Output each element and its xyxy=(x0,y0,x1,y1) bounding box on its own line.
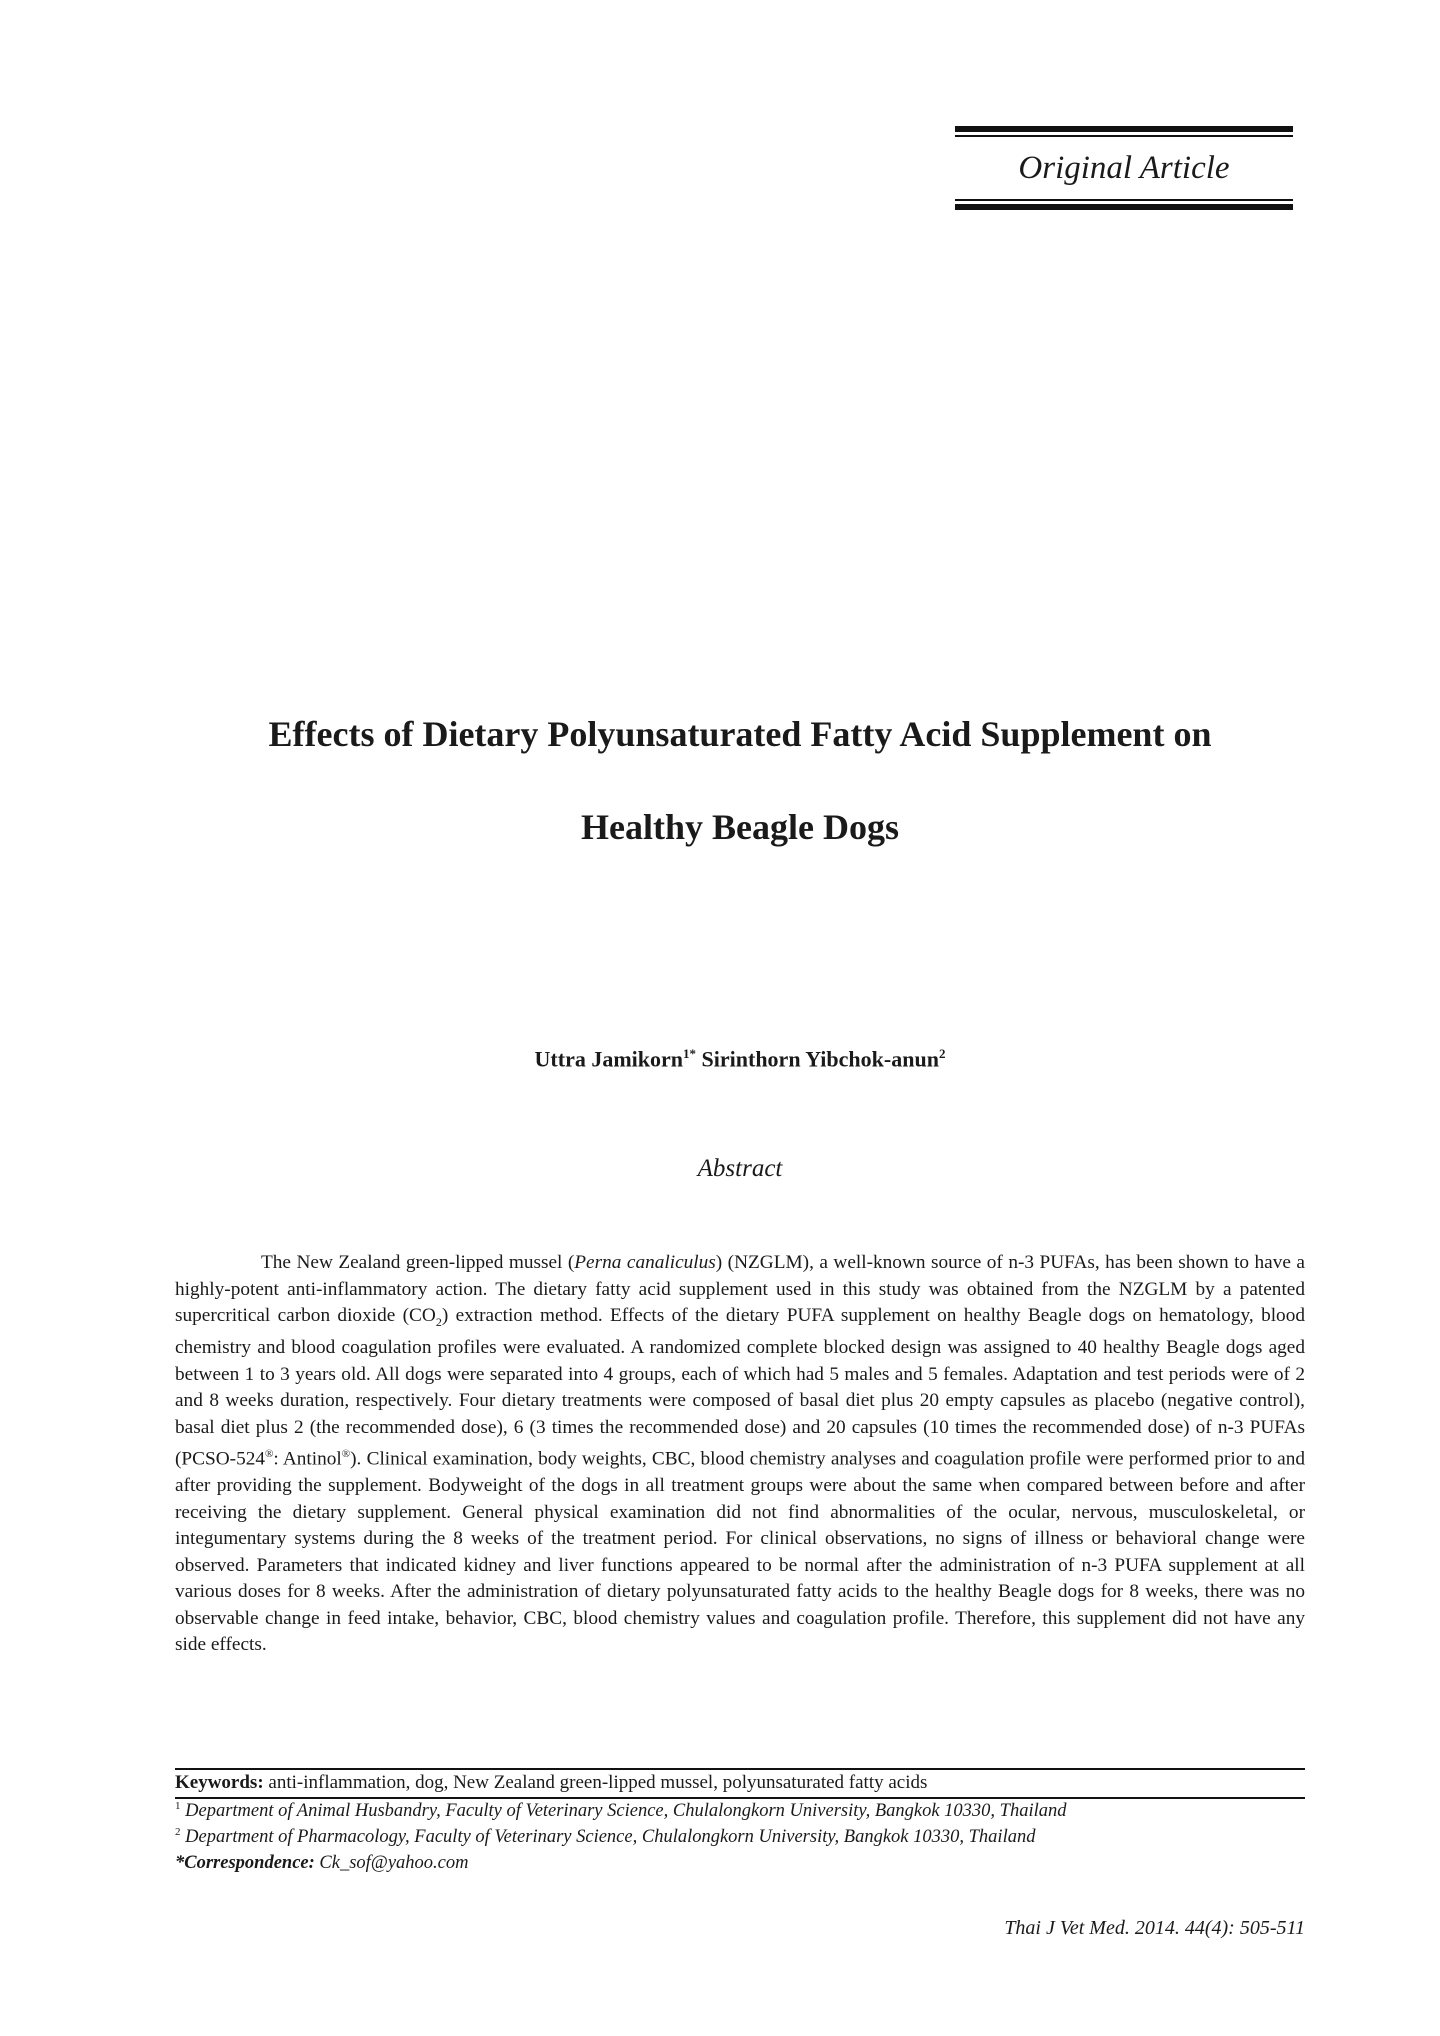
registered-mark: ® xyxy=(265,1448,274,1461)
keywords-rule-bottom xyxy=(175,1797,1305,1799)
paper-title-line-1: Effects of Dietary Polyunsaturated Fatty Acid Supplement on xyxy=(268,714,1212,754)
abstract-text: : Antinol xyxy=(273,1448,342,1470)
paper-title-line-2: Healthy Beagle Dogs xyxy=(581,807,899,847)
footnote-text: Department of Pharmacology, Faculty of Veterinary Science, Chulalongkorn University, Bangkok 10330, Thailand xyxy=(180,1827,1036,1848)
correspondence-label: *Correspondence: xyxy=(175,1853,315,1873)
registered-mark: ® xyxy=(341,1448,351,1461)
abstract-text: The New Zealand green-lipped mussel ( xyxy=(261,1252,575,1273)
article-type-label: Original Article xyxy=(1018,150,1230,186)
footnote-mark: 1 xyxy=(175,1800,181,1812)
header-rule-bottom-thin xyxy=(955,199,1293,201)
subscript: 2 xyxy=(435,1314,442,1329)
header-rule-bottom-thick xyxy=(955,204,1293,210)
header-rule-top-thick xyxy=(955,126,1293,132)
footnote-mark: 2 xyxy=(175,1826,181,1838)
abstract-text: ) (NZGLM), a well-known source of n-3 PUFAs, has been shown to have a highly-potent anti-inflammatory action. The dietary fatty acid supplement used in this study was obtained from the NZGLM by a patented supercritical carbon dioxide (CO xyxy=(175,1252,1305,1326)
journal-citation: Thai J Vet Med. 2014. 44(4): 505-511 xyxy=(1004,1917,1305,1939)
footnote-text: Department of Animal Husbandry, Faculty of Veterinary Science, Chulalongkorn University, Bangkok 10330, Thailand xyxy=(180,1801,1067,1822)
species-name: Perna canaliculus xyxy=(574,1252,716,1273)
correspondence-email: Ck_sof@yahoo.com xyxy=(314,1853,469,1873)
author-affiliation-mark: 1* xyxy=(683,1046,697,1061)
author-list xyxy=(120,1046,1360,1072)
keywords xyxy=(175,1772,1305,1794)
abstract-text: ). Clinical examination, body weights, CBC, blood chemistry analyses and coagulation profile were performed prior to and after providing the supplement. Bodyweight of the dogs in all treatment groups were about the same when compared between before and after receiving the dietary supplement. General physical examination did not find abnormalities of the ocular, nervous, musculoskeletal, or integumentary systems during the 8 weeks of the treatment period. For clinical observations, no signs of illness or behavioral change were observed. Parameters that indicated kidney and liver functions appeared to be normal after the administration of n-3 PUFA supplement at all various doses for 8 weeks. After the administration of dietary polyunsaturated fatty acids to the healthy Beagle dogs for 8 weeks, there was no observable change in feed intake, behavior, CBC, blood chemistry values and coagulation profile. Therefore, this supplement did not have any side effects. xyxy=(175,1448,1305,1656)
keywords-label: Keywords: xyxy=(175,1772,264,1793)
author-name: Sirinthorn Yibchok-anun xyxy=(701,1046,939,1072)
keywords-text: anti-inflammation, dog, New Zealand green-lipped mussel, polyunsaturated fatty acids xyxy=(263,1772,928,1793)
abstract-body xyxy=(175,1250,1305,1659)
keywords-rule-top xyxy=(175,1768,1305,1770)
author-affiliation-mark: 2 xyxy=(938,1046,946,1061)
footnote-affiliation-2 xyxy=(175,1826,1305,1848)
article-type-block xyxy=(955,126,1293,210)
abstract-heading: Abstract xyxy=(697,1155,783,1182)
abstract-text: ) extraction method. Effects of the dietary PUFA supplement on healthy Beagle dogs on hematology, blood chemistry and blood coagulation profiles were evaluated. A randomized complete blocked design was assigned to 40 healthy Beagle dogs aged between 1 to 3 years old. All dogs were separated into 4 groups, each of which had 5 males and 5 females. Adaptation and test periods were of 2 and 8 weeks duration, respectively. Four dietary treatments were composed of basal diet plus 20 empty capsules as placebo (negative control), basal diet plus 2 (the recommended dose), 6 (3 times the recommended dose) and 20 capsules (10 times the recommended dose) of n-3 PUFAs (PCSO-524 xyxy=(175,1305,1305,1470)
author-name: Uttra Jamikorn xyxy=(534,1046,684,1072)
footnote-correspondence xyxy=(175,1853,1305,1874)
footnote-affiliation-1 xyxy=(175,1800,1305,1822)
